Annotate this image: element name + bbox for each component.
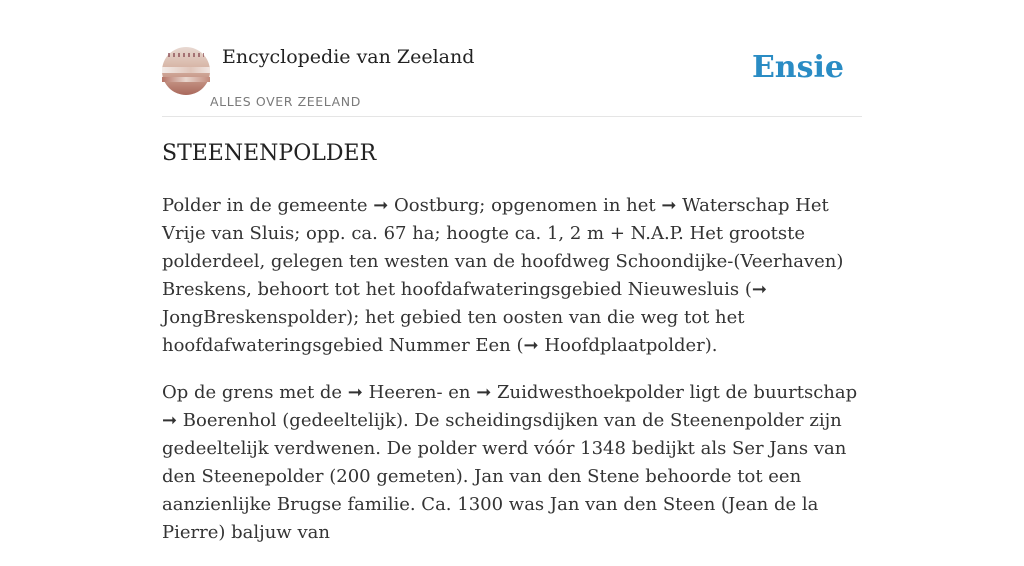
entry-paragraph: Op de grens met de ➞ Heeren- en ➞ Zuidwesthoekpolder ligt de buurtschap ➞ Boerenhol (gedeeltelijk). De scheidingsdijken van de Steenenpolder zijn gedeeltelijk verdwenen. De polder werd vóór 1348 bedijkt als Ser Jans van den Steenepolder (200 gemeten). Jan van den Stene behoorde tot een aanzienlijke Brugse familie. Ca. 1300 was Jan van den Steen (Jean de la Pierre) baljuw van (162, 382, 858, 543)
site-header (162, 44, 862, 117)
avatar-decoration (162, 77, 210, 82)
entry-body (162, 192, 864, 566)
entry-title: STEENENPOLDER (162, 141, 377, 166)
ensie-logo[interactable]: Ensie (751, 50, 844, 85)
avatar-decoration (162, 67, 210, 73)
avatar-decoration (168, 53, 204, 57)
entry-paragraph: Polder in de gemeente ➞ Oostburg; opgenomen in het ➞ Waterschap Het Vrije van Sluis; opp. ca. 67 ha; hoogte ca. 1, 2 m + N.A.P. Het grootste polderdeel, gelegen ten westen van de hoofdweg Schoondijke-(Veerhaven) Breskens, behoort tot het hoofdafwateringsgebied Nieuwesluis (➞ JongBreskenspolder); het gebied ten oosten van die weg tot het hoofdafwateringsgebied Nummer Een (➞ Hoofdplaatpolder). (162, 195, 844, 356)
site-avatar[interactable] (162, 47, 210, 95)
site-subtitle: ALLES OVER ZEELAND (210, 94, 361, 109)
site-title-link[interactable]: Encyclopedie van Zeeland (222, 46, 475, 68)
